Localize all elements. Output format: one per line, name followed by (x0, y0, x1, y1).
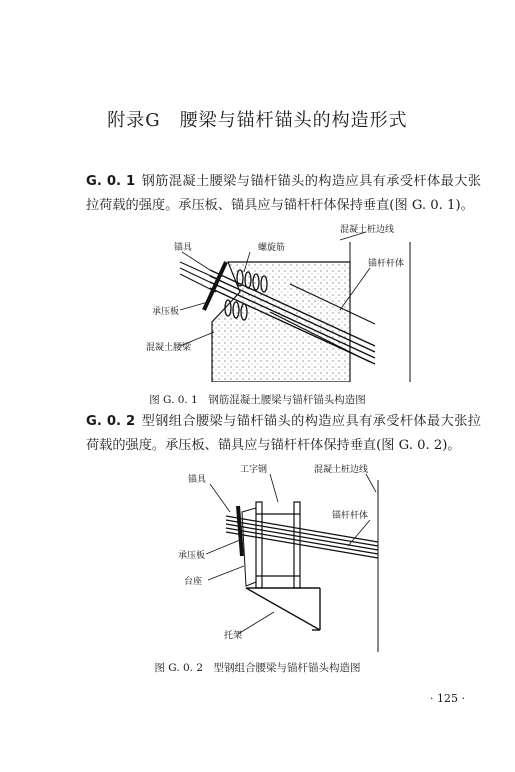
label-i-beam: 工字钢 (240, 465, 268, 475)
bearing-plate (204, 262, 226, 310)
section-g02 (86, 410, 481, 458)
figure-g01 (140, 222, 430, 382)
label-pile-line: 混凝土桩边线 (340, 225, 395, 235)
i-beam (256, 502, 300, 588)
bracket (246, 588, 320, 630)
label-bracket: 托架 (224, 631, 243, 641)
label-bearing-plate: 承压板 (178, 551, 206, 561)
label-bearing-plate: 承压板 (152, 307, 180, 317)
label-tendon: 锚杆杆体 (332, 511, 369, 521)
label-tendon: 锚杆杆体 (368, 259, 405, 269)
label-pile-line: 混凝土桩边线 (314, 465, 369, 475)
page-number: · 125 · (430, 692, 465, 705)
section-g01-number: G. 0. 1 (86, 174, 136, 189)
figure-g01-caption: 图 G. 0. 1 钢筋混凝土腰梁与锚杆锚头构造图 (149, 394, 366, 406)
section-g02-number: G. 0. 2 (86, 414, 136, 429)
label-waler: 混凝土腰梁 (146, 343, 192, 353)
section-g01 (86, 170, 481, 218)
section-g02-text: 型钢组合腰梁与锚杆锚头的构造应具有承受杆体最大张拉荷载的强度。承压板、锚具应与锚杆杆体保持垂直(图 G. 0. 2)。 (86, 414, 481, 453)
label-anchorage: 锚具 (188, 475, 207, 485)
figure-g02 (170, 462, 420, 652)
appendix-title: 附录G 腰梁与锚杆锚头的构造形式 (107, 110, 408, 131)
label-spiral-rebar: 螺旋筋 (258, 243, 286, 253)
figure-g02-caption: 图 G. 0. 2 型钢组合腰梁与锚杆锚头构造图 (154, 662, 361, 674)
section-g01-text: 钢筋混凝土腰梁与锚杆锚头的构造应具有承受杆体最大张拉荷载的强度。承压板、锚具应与锚杆杆体保持垂直(图 G. 0. 1)。 (86, 174, 481, 213)
label-anchorage: 锚具 (174, 243, 193, 253)
label-pedestal: 台座 (184, 577, 203, 587)
